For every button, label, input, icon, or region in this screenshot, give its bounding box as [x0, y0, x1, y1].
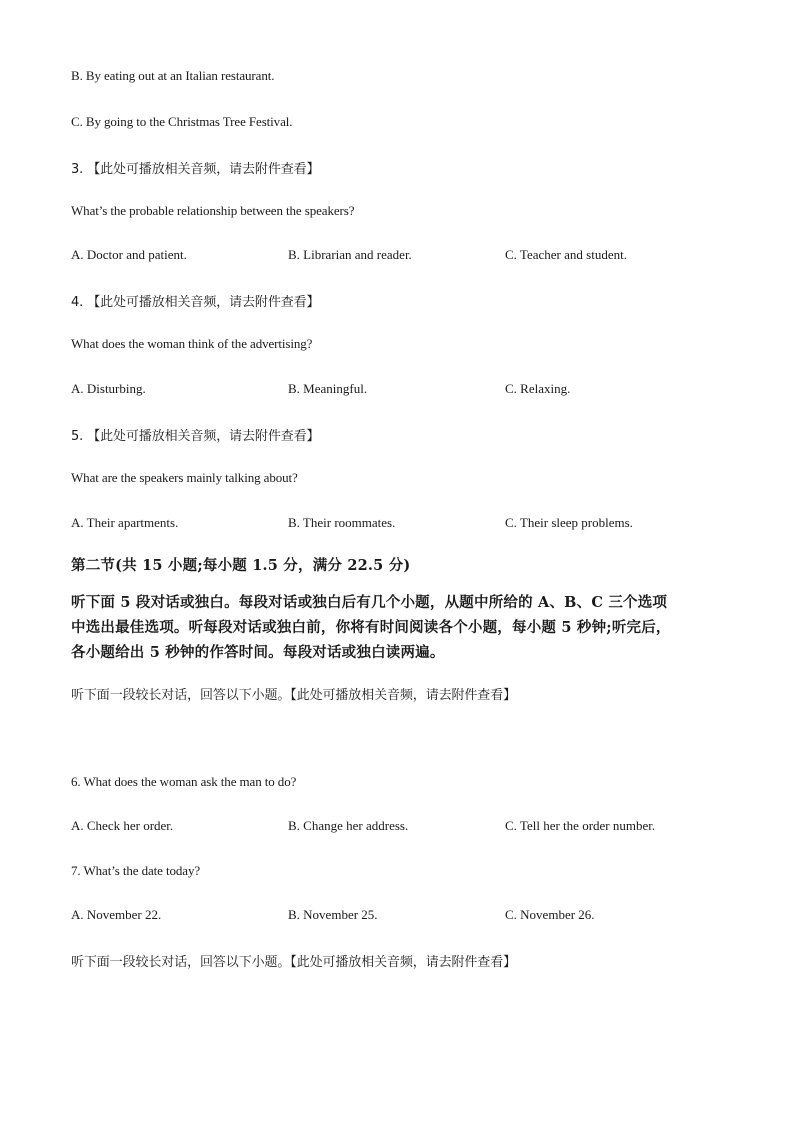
q6-option-a: A. Check her order. [71, 818, 174, 833]
q5-option-c: C. Their sleep problems. [505, 515, 633, 530]
q2-option-c: C. By going to the Christmas Tree Festival. [71, 114, 293, 129]
q5-option-b: B. Their roommates. [288, 515, 396, 530]
listen-prompt-1: 听下面一段较长对话，回答以下小题。【此处可播放相关音频，请去附件查看】 [71, 688, 517, 703]
q3-option-a: A. Doctor and patient. [71, 247, 187, 262]
section-2-instruction-line-3: 各小题给出 5 秒钟的作答时间。每段对话或独白读两遍。 [71, 644, 445, 661]
q4-question: What does the woman think of the advertising? [71, 336, 313, 351]
q4-option-b: B. Meaningful. [288, 381, 368, 396]
q7-option-a: A. November 22. [71, 907, 162, 922]
q4-option-c: C. Relaxing. [505, 381, 571, 396]
q3-option-c: C. Teacher and student. [505, 247, 627, 262]
q3-option-b: B. Librarian and reader. [288, 247, 412, 262]
q5-option-a: A. Their apartments. [71, 515, 179, 530]
q7-question: 7. What’s the date today? [71, 863, 201, 878]
q6-option-b: B. Change her address. [288, 818, 409, 833]
q4-option-a: A. Disturbing. [71, 381, 146, 396]
q7-option-b: B. November 25. [288, 907, 378, 922]
section-2-instruction-line-2: 中选出最佳选项。听每段对话或独白前，你将有时间阅读各个小题，每小题 5 秒钟;听完后， [71, 619, 671, 636]
q3-audio-header: 3. 【此处可播放相关音频，请去附件查看】 [71, 162, 320, 177]
listen-prompt-2: 听下面一段较长对话，回答以下小题。【此处可播放相关音频，请去附件查看】 [71, 955, 517, 970]
q6-option-c: C. Tell her the order number. [505, 818, 656, 833]
q5-audio-header: 5. 【此处可播放相关音频，请去附件查看】 [71, 429, 320, 444]
section-2-instruction-line-1: 听下面 5 段对话或独白。每段对话或独白后有几个小题，从题中所给的 A、B、C 三个选项 [71, 594, 668, 611]
q6-question: 6. What does the woman ask the man to do? [71, 774, 297, 789]
q2-option-b: B. By eating out at an Italian restaurant. [71, 68, 275, 83]
q7-option-c: C. November 26. [505, 907, 595, 922]
section-2-title: 第二节(共 15 小题;每小题 1.5 分，满分 22.5 分) [71, 557, 411, 574]
q5-question: What are the speakers mainly talking about? [71, 470, 298, 485]
q3-question: What’s the probable relationship between the speakers? [71, 203, 355, 218]
q4-audio-header: 4. 【此处可播放相关音频，请去附件查看】 [71, 295, 320, 310]
